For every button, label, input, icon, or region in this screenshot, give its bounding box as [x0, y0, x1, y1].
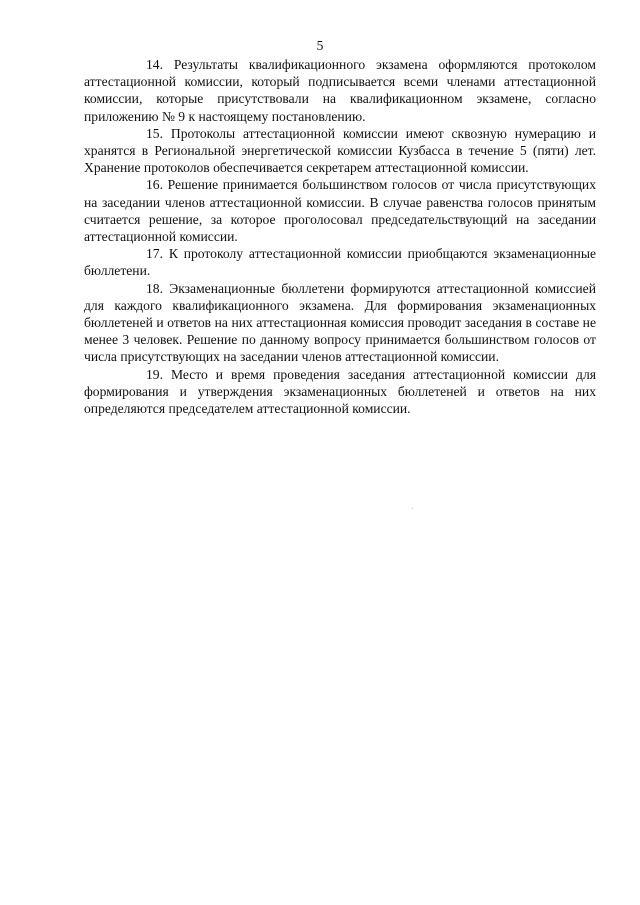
paragraph-14: 14. Результаты квалификационного экзамена оформляются протоколом аттестационной комиссии, который подписывается всеми членами аттестационной комиссии, которые присутствовали на квалификационном экзамене, согласно приложению № 9 к настоящему постановлению. [84, 57, 596, 124]
paragraph-16: 16. Решение принимается большинством голосов от числа присутствующих на заседании членов аттестационной комиссии. В случае равенства голосов принятым считается решение, за которое проголосовал председательствующий на заседании аттестационной комиссии. [84, 177, 596, 245]
paragraph-19: 19. Место и время проведения заседания аттестационной комиссии для формирования и утверждения экзаменационных бюллетеней и ответов на них определяются председателем аттестационной комиссии. [84, 366, 596, 417]
document-body [84, 56, 596, 417]
scan-speck [412, 508, 413, 509]
paragraph-15: 15. Протоколы аттестационной комиссии имеют сквозную нумерацию и хранятся в Региональной энергетической комиссии Кузбасса в течение 5 (пяти) лет. Хранение протоколов обеспечивается секретарем аттестационной комиссии. [84, 125, 596, 176]
paragraph-17: 17. К протоколу аттестационной комиссии приобщаются экзаменационные бюллетени. [84, 246, 596, 279]
page-number: 5 [316, 38, 324, 53]
paragraph-18: 18. Экзаменационные бюллетени формируются аттестационной комиссией для каждого квалификационного экзамена. Для формирования экзаменационных бюллетеней и ответов на них аттестационная комиссия проводит заседания в составе не менее 3 человек. Решение по данному вопросу принимается большинством голосов от числа присутствующих на заседании членов аттестационной комиссии. [84, 280, 596, 365]
